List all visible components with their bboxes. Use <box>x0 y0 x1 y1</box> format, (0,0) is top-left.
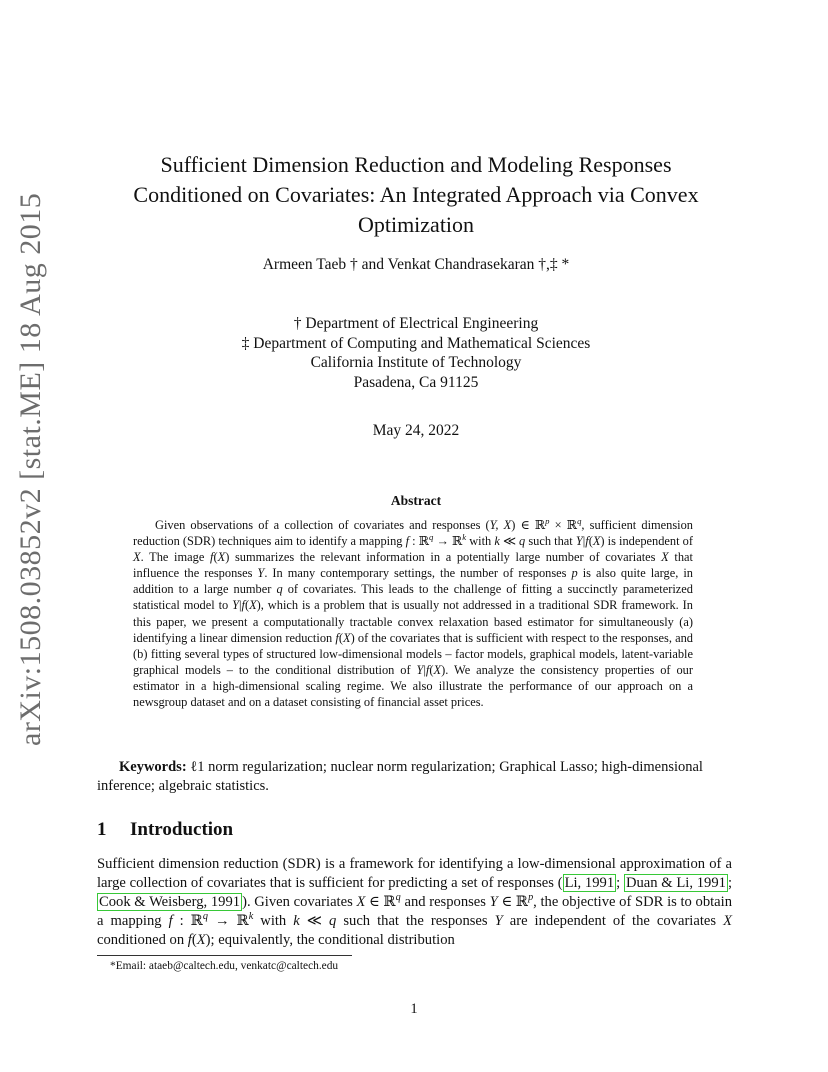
keywords-label: Keywords: <box>119 759 187 775</box>
paper-title <box>96 150 736 240</box>
section-title: Introduction <box>130 819 234 840</box>
arxiv-identifier: arXiv:1508.03852v2 [stat.ME] 18 Aug 2015 <box>14 192 47 746</box>
introduction-text: Sufficient dimension reduction (SDR) is a framework for identifying a low-dimensional approximation of a large collection of covariates that is sufficient for predicting a set of responses ( Li, 1991 ; Duan & Li, 1991 ; Cook & Weisberg, 1991 ). Given covariates X ∈ ℝ$^q$ and responses Y ∈ ℝ$^p$, the objective of SDR is to obtain a mapping f : ℝ$^q$ → ℝ$^k$ with k ≪ q such that the responses Y are independent of the covariates X conditioned on f(X); equivalently, the conditional distribution <box>97 856 733 948</box>
keywords <box>97 758 717 796</box>
citation-link[interactable]: Cook & Weisberg, 1991 <box>99 894 241 910</box>
abstract-heading: Abstract <box>390 493 442 508</box>
title-line-2: Conditioned on Covariates: An Integrated Approach via Convex <box>133 182 699 207</box>
section-number: 1 <box>97 819 107 840</box>
footnote-divider <box>97 955 352 956</box>
title-line-3: Optimization <box>357 212 475 237</box>
abstract-text: Given observations of a collection of covariates and responses (Y, X) ∈ ℝ$^p$ × ℝ$^q$, sufficient dimension reduction (SDR) techniques aim to identify a mapping f : ℝ$^q$ → ℝ$^k$ with k ≪ q such that Y|f(X) is independent of X. The image f(X) summarizes the relevant information in a potentially large number of covariates X that influence the responses Y. In many contemporary settings, the number of responses p is also quite large, in addition to a large number q of covariates. This leads to the challenge of fitting a succinctly parameterized statistical model to Y|f(X), which is a problem that is usually not addressed in a traditional SDR framework. In this paper, we present a computationally tractable convex relaxation based estimator for simultaneously (a) identifying a linear dimension reduction f(X) of the covariates that is sufficient with respect to the responses, and (b) fitting several types of structured low-dimensional models – factor models, graphical models, latent-variable graphical models – to the conditional distribution of Y|f(X). We analyze the consistency properties of our estimator in a high-dimensional scaling regime. We also illustrate the performance of our approach on a newsgroup dataset and on a dataset consisting of financial asset prices. <box>133 515 694 710</box>
affiliation-line: Pasadena, Ca 91125 <box>353 373 479 391</box>
keywords-text: ℓ1 norm regularization; nuclear norm regularization; Graphical Lasso; high-dimensional inference; algebraic statistics. <box>97 759 703 794</box>
citation-link[interactable]: Duan & Li, 1991 <box>625 875 726 891</box>
affiliations <box>96 314 736 392</box>
affiliation-line: California Institute of Technology <box>310 354 522 371</box>
title-line-1: Sufficient Dimension Reduction and Modeling Responses <box>160 152 672 177</box>
affiliation-line: † Department of Electrical Engineering <box>293 315 539 332</box>
citation-link[interactable]: Li, 1991 <box>564 875 615 891</box>
affiliation-line: ‡ Department of Computing and Mathematical Sciences <box>241 334 591 352</box>
section-heading <box>97 819 233 841</box>
page-number: 1 <box>410 1001 418 1017</box>
author-list: Armeen Taeb † and Venkat Chandrasekaran †,‡ * <box>262 256 570 273</box>
paper-date: May 24, 2022 <box>372 422 460 439</box>
footnote: *Email: ataeb@caltech.edu, venkatc@caltech.edu <box>110 960 339 972</box>
